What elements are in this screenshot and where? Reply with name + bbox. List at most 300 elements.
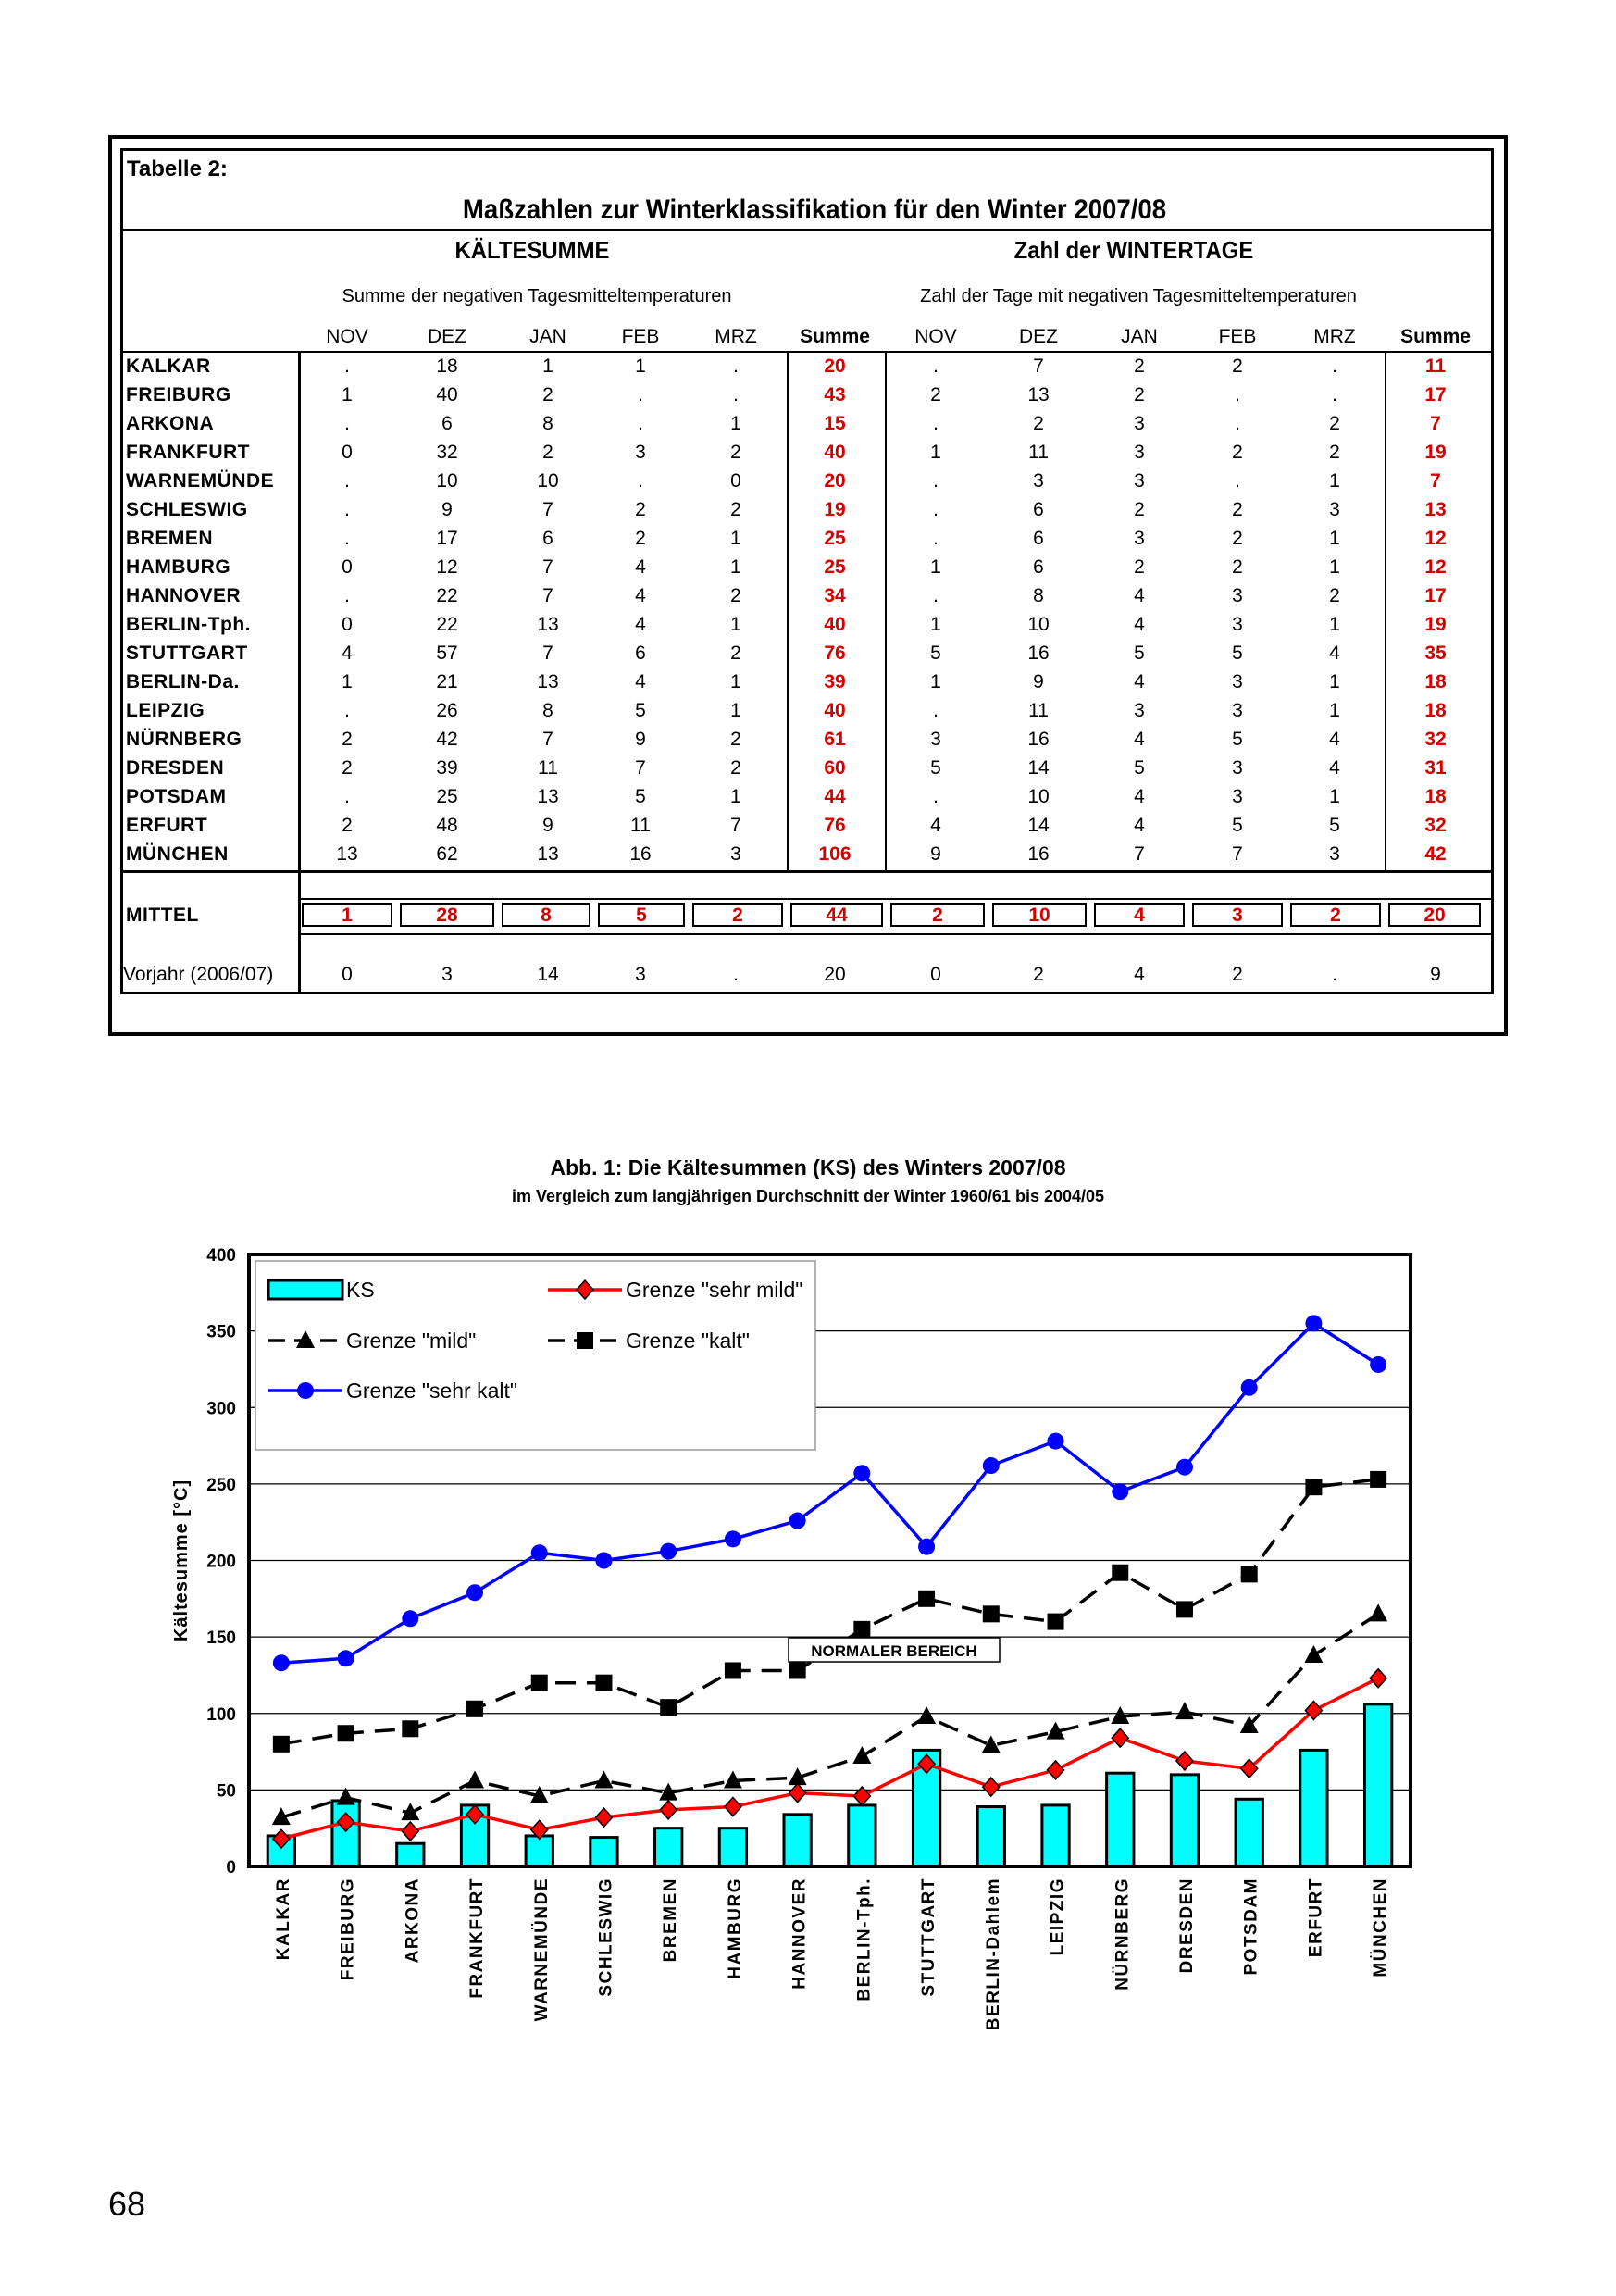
- col-header-7: DEZ: [1019, 326, 1058, 347]
- col-header-11: Summe: [1400, 326, 1471, 347]
- table-cell: 5: [1329, 815, 1340, 836]
- table-cell: 18: [1424, 786, 1447, 807]
- table-cell: 25: [824, 528, 846, 549]
- legend-swatch-bar: [268, 1280, 342, 1299]
- col-header-2: JAN: [529, 326, 566, 347]
- marker-circle: [531, 1544, 548, 1561]
- table-cell: .: [344, 528, 350, 549]
- table-cell: 7: [542, 729, 553, 750]
- vorjahr-divider: [298, 944, 300, 992]
- table-cell: 3: [1134, 413, 1145, 434]
- table-cell: 0: [730, 470, 741, 492]
- table-cell: .: [1235, 413, 1240, 434]
- mittel-cell: 10: [992, 903, 1087, 927]
- table-cell: 1: [1329, 556, 1340, 578]
- marker-square: [273, 1736, 290, 1753]
- table-cell: 4: [1134, 729, 1145, 750]
- station-name: KALKAR: [126, 356, 211, 377]
- x-category-label: SCHLESWIG: [596, 1878, 616, 1997]
- marker-square: [531, 1675, 548, 1691]
- table-cell: 16: [1027, 643, 1050, 664]
- marker-diamond: [725, 1798, 741, 1816]
- marker-square: [918, 1591, 935, 1607]
- table-cell: .: [344, 700, 350, 721]
- table-cell: 6: [441, 413, 453, 434]
- bar-ks: [784, 1815, 811, 1866]
- x-category-label: KALKAR: [273, 1878, 293, 1961]
- table-cell: 3: [1134, 470, 1145, 492]
- vorjahr-cell: 14: [537, 964, 559, 985]
- table-cell: 3: [1232, 757, 1243, 779]
- table-cell: .: [1235, 470, 1240, 492]
- table-cell: 42: [436, 729, 458, 750]
- table-cell: .: [638, 470, 643, 492]
- table-cell: 2: [342, 757, 353, 779]
- table-cell: 16: [1027, 729, 1050, 750]
- y-tick-label: 350: [206, 1322, 236, 1342]
- table-cell: 43: [824, 384, 846, 406]
- table-cell: 20: [824, 356, 846, 377]
- table-cell: 32: [1424, 729, 1447, 750]
- table-cell: 1: [1329, 470, 1340, 492]
- table-cell: 10: [1027, 614, 1050, 635]
- table-cell: 0: [342, 556, 353, 578]
- table-cell: 3: [1134, 528, 1145, 549]
- bar-ks: [977, 1807, 1004, 1866]
- marker-circle: [1112, 1483, 1128, 1500]
- table-cell: 2: [1134, 384, 1145, 406]
- marker-triangle: [1304, 1645, 1323, 1663]
- table-cell: 7: [730, 815, 741, 836]
- marker-diamond: [1370, 1669, 1386, 1688]
- legend-label: Grenze "kalt": [626, 1329, 750, 1353]
- table-cell: 12: [1424, 556, 1447, 578]
- table-cell: 18: [1424, 700, 1447, 721]
- table-cell: 40: [824, 614, 846, 635]
- station-name: WARNEMÜNDE: [126, 470, 275, 492]
- table-cell: 25: [824, 556, 846, 578]
- table-cell: 4: [635, 614, 646, 635]
- bar-ks: [719, 1828, 746, 1866]
- marker-triangle: [594, 1770, 613, 1788]
- table-cell: 4: [1134, 671, 1145, 693]
- series-polyline: [281, 1479, 1378, 1744]
- body-bottom-rule: [120, 870, 1494, 873]
- marker-diamond: [1112, 1728, 1128, 1747]
- marker-triangle: [852, 1746, 871, 1764]
- col-header-6: NOV: [914, 326, 957, 347]
- table-cell: 4: [1329, 757, 1340, 779]
- vorjahr-cell: 9: [1430, 964, 1441, 985]
- table-cell: 0: [342, 614, 353, 635]
- marker-circle: [1048, 1433, 1064, 1450]
- table-cell: 3: [1329, 843, 1340, 865]
- table-cell: 7: [1232, 843, 1243, 865]
- table-cell: 1: [342, 671, 353, 693]
- marker-triangle: [1175, 1702, 1194, 1719]
- table-cell: 9: [441, 499, 453, 520]
- marker-square: [1176, 1601, 1193, 1617]
- bar-ks: [849, 1805, 876, 1866]
- table-cell: 4: [635, 556, 646, 578]
- table-cell: 5: [1232, 729, 1243, 750]
- table-cell: 1: [730, 700, 741, 721]
- table-cell: 7: [1430, 470, 1441, 492]
- table-cell: 3: [1232, 700, 1243, 721]
- bar-ks: [397, 1843, 424, 1866]
- y-tick-label: 0: [226, 1858, 236, 1878]
- table-cell: 7: [542, 499, 553, 520]
- table-cell: 4: [1134, 815, 1145, 836]
- col-header-5: Summe: [800, 326, 870, 347]
- table-cell: 2: [1329, 442, 1340, 463]
- marker-square: [466, 1701, 483, 1717]
- table-cell: 11: [630, 815, 651, 836]
- table-cell: .: [1235, 384, 1240, 406]
- col-header-10: MRZ: [1313, 326, 1356, 347]
- table-cell: 61: [824, 729, 846, 750]
- table-cell: 3: [1033, 470, 1044, 492]
- table-cell: 34: [824, 585, 846, 606]
- table-cell: 10: [436, 470, 458, 492]
- table-cell: 19: [1424, 442, 1447, 463]
- table-cell: 2: [730, 757, 741, 779]
- bar-ks: [1364, 1704, 1391, 1866]
- station-name: HAMBURG: [126, 556, 231, 578]
- table-cell: 3: [1329, 499, 1340, 520]
- table-cell: 2: [1232, 556, 1243, 578]
- table-cell: 42: [1424, 843, 1447, 865]
- table-cell: .: [638, 384, 643, 406]
- y-tick-label: 400: [206, 1246, 236, 1266]
- marker-diamond: [660, 1801, 677, 1819]
- x-category-label: ARKONA: [403, 1878, 423, 1964]
- table-cell: 0: [342, 442, 353, 463]
- station-name: HANNOVER: [126, 585, 242, 606]
- station-name: NÜRNBERG: [126, 729, 242, 750]
- mittel-cell: 5: [598, 903, 685, 927]
- bar-ks: [655, 1828, 682, 1866]
- x-category-label: NÜRNBERG: [1113, 1878, 1133, 1990]
- col-header-9: FEB: [1218, 326, 1257, 347]
- marker-circle: [1305, 1315, 1322, 1331]
- table-cell: 2: [1134, 356, 1145, 377]
- legend-label: Grenze "sehr mild": [626, 1278, 803, 1302]
- table-cell: 13: [1424, 499, 1447, 520]
- vorjahr-cell: .: [1332, 964, 1337, 985]
- marker-diamond: [983, 1778, 1000, 1796]
- table-cell: 40: [824, 442, 846, 463]
- marker-circle: [660, 1543, 677, 1560]
- station-name: BREMEN: [126, 528, 214, 549]
- x-category-label: ERFURT: [1306, 1878, 1326, 1958]
- table-cell: 5: [1232, 643, 1243, 664]
- table-cell: 3: [1134, 442, 1145, 463]
- table-cell: .: [1332, 356, 1337, 377]
- x-category-label: FRANKFURT: [467, 1878, 488, 1999]
- x-category-label: BREMEN: [661, 1878, 681, 1963]
- table-cell: 3: [635, 442, 646, 463]
- table-cell: .: [638, 413, 643, 434]
- table-cell: 5: [635, 786, 646, 807]
- marker-square: [1112, 1565, 1128, 1581]
- x-category-label: POTSDAM: [1241, 1878, 1262, 1976]
- marker-square: [1048, 1614, 1064, 1630]
- table-cell: .: [344, 470, 350, 492]
- table-cell: .: [933, 499, 939, 520]
- table-cell: 2: [542, 442, 553, 463]
- table-cell: .: [344, 413, 350, 434]
- table-cell: 32: [436, 442, 458, 463]
- table-cell: 8: [1033, 585, 1044, 606]
- table-cell: 22: [436, 585, 458, 606]
- table-cell: 9: [930, 843, 941, 865]
- table-cell: 2: [542, 384, 553, 406]
- table-cell: 4: [635, 585, 646, 606]
- table-cell: 3: [1232, 614, 1243, 635]
- table-cell: 76: [824, 815, 846, 836]
- table-cell: 9: [1033, 671, 1044, 693]
- table-cell: 11: [1424, 356, 1447, 377]
- station-name: SCHLESWIG: [126, 499, 248, 520]
- table-cell: 19: [824, 499, 846, 520]
- table-cell: 11: [538, 757, 558, 779]
- table-cell: 4: [342, 643, 353, 664]
- table-cell: 3: [1134, 700, 1145, 721]
- table-cell: 1: [635, 356, 646, 377]
- bar-ks: [1107, 1773, 1134, 1866]
- table-cell: 13: [537, 843, 559, 865]
- series-line-0: [273, 1669, 1386, 1849]
- table-cell: 13: [537, 614, 559, 635]
- table-cell: 2: [1033, 413, 1044, 434]
- bar-ks: [332, 1801, 359, 1866]
- vorjahr-cell: 3: [635, 964, 646, 985]
- table-cell: 2: [730, 442, 741, 463]
- table-cell: 17: [436, 528, 458, 549]
- table-cell: 3: [1232, 786, 1243, 807]
- table-cell: 11: [1028, 700, 1049, 721]
- station-name: ERFURT: [126, 815, 208, 836]
- table-cell: 3: [1232, 671, 1243, 693]
- table-cell: .: [733, 356, 739, 377]
- station-name: STUTTGART: [126, 643, 248, 664]
- table-cell: .: [1332, 384, 1337, 406]
- table-cell: 8: [542, 700, 553, 721]
- table-cell: 20: [824, 470, 846, 492]
- table-cell: 2: [1232, 499, 1243, 520]
- y-tick-label: 50: [216, 1781, 236, 1802]
- title-rule: [120, 229, 1494, 231]
- marker-circle: [983, 1457, 1000, 1474]
- table-cell: .: [344, 356, 350, 377]
- table-cell: 11: [1028, 442, 1049, 463]
- table-cell: 16: [629, 843, 652, 865]
- table-cell: 1: [730, 528, 741, 549]
- table-cell: 5: [1134, 757, 1145, 779]
- table-cell: 6: [542, 528, 553, 549]
- x-category-label: WARNEMÜNDE: [531, 1878, 552, 2022]
- marker-triangle: [917, 1706, 936, 1724]
- table-cell: 5: [930, 757, 941, 779]
- marker-circle: [1176, 1459, 1193, 1476]
- table-cell: 2: [730, 729, 741, 750]
- marker-square: [725, 1662, 741, 1678]
- marker-square: [789, 1662, 806, 1678]
- table-cell: 44: [824, 786, 846, 807]
- header-rule: [120, 351, 1494, 353]
- col-header-0: NOV: [326, 326, 368, 347]
- table-cell: 8: [542, 413, 553, 434]
- x-category-label: LEIPZIG: [1048, 1878, 1068, 1956]
- table-cell: 7: [542, 585, 553, 606]
- table-cell: 10: [537, 470, 559, 492]
- table-cell: 12: [436, 556, 458, 578]
- bar-ks: [590, 1838, 617, 1866]
- table-cell: .: [933, 470, 939, 492]
- marker-square: [1370, 1471, 1386, 1488]
- marker-circle: [1370, 1356, 1386, 1373]
- table-cell: 4: [1329, 643, 1340, 664]
- table-cell: 9: [542, 815, 553, 836]
- table-cell: .: [733, 384, 739, 406]
- table-cell: 7: [1033, 356, 1044, 377]
- kaeltesumme-chart: [0, 1231, 1616, 2065]
- table-cell: 7: [635, 757, 646, 779]
- vorjahr-label: Vorjahr (2006/07): [123, 964, 274, 985]
- table-cell: 6: [635, 643, 646, 664]
- marker-square: [595, 1675, 612, 1691]
- vorjahr-cell: 20: [824, 964, 846, 985]
- station-name: DRESDEN: [126, 757, 225, 779]
- y-tick-label: 200: [206, 1552, 236, 1572]
- y-tick-label: 250: [206, 1475, 236, 1495]
- station-name: FRANKFURT: [126, 442, 250, 463]
- table-cell: 39: [436, 757, 458, 779]
- table-cell: 1: [730, 614, 741, 635]
- table-cell: 1: [1329, 700, 1340, 721]
- chart-title: Abb. 1: Die Kältesummen (KS) des Winters 2007/08: [550, 1155, 1066, 1179]
- marker-circle: [338, 1650, 354, 1666]
- table-cell: .: [933, 585, 939, 606]
- table-cell: 26: [436, 700, 458, 721]
- table-cell: 2: [635, 528, 646, 549]
- table-cell: 5: [1232, 815, 1243, 836]
- bar-ks: [526, 1836, 553, 1866]
- marker-square: [577, 1332, 593, 1349]
- marker-circle: [297, 1382, 314, 1399]
- table-cell: 12: [1424, 528, 1447, 549]
- table-cell: 6: [1033, 528, 1044, 549]
- table-cell: 2: [1134, 499, 1145, 520]
- legend-label: Grenze "mild": [346, 1329, 477, 1353]
- table-cell: 4: [930, 815, 941, 836]
- mittel-top-rule: [298, 898, 1494, 900]
- table-title: Maßzahlen zur Winterklassifikation für den Winter 2007/08: [462, 194, 1167, 225]
- mittel-cell: 28: [400, 903, 494, 927]
- table-cell: 22: [436, 614, 458, 635]
- marker-circle: [853, 1465, 870, 1481]
- page-number: 68: [108, 2185, 146, 2223]
- table-cell: 13: [537, 786, 559, 807]
- table-cell: 14: [1027, 757, 1050, 779]
- subtitle-kaeltesumme: Summe der negativen Tagesmitteltemperaturen: [342, 286, 732, 306]
- table-cell: 19: [1424, 614, 1447, 635]
- col-header-4: MRZ: [715, 326, 757, 347]
- mittel-cell: 4: [1094, 903, 1185, 927]
- table-cell: 4: [1134, 614, 1145, 635]
- table-cell: 1: [730, 786, 741, 807]
- marker-square: [402, 1720, 418, 1737]
- legend-label: Grenze "sehr kalt": [346, 1379, 518, 1403]
- table-cell: 1: [930, 442, 941, 463]
- table-cell: 6: [1033, 499, 1044, 520]
- vorjahr-cell: 0: [930, 964, 941, 985]
- table-cell: 2: [1232, 356, 1243, 377]
- series-line-2: [273, 1471, 1386, 1753]
- table-cell: 2: [730, 499, 741, 520]
- table-cell: 2: [342, 815, 353, 836]
- marker-square: [1241, 1566, 1258, 1582]
- marker-circle: [789, 1513, 806, 1529]
- x-category-label: HAMBURG: [725, 1878, 745, 1979]
- table-cell: 14: [1027, 815, 1050, 836]
- table-cell: 2: [930, 384, 941, 406]
- table-cell: .: [933, 528, 939, 549]
- bar-ks: [1171, 1775, 1198, 1866]
- table-cell: 1: [342, 384, 353, 406]
- marker-circle: [918, 1539, 935, 1555]
- table-cell: 18: [1424, 671, 1447, 693]
- station-name: FREIBURG: [126, 384, 231, 406]
- table-cell: .: [933, 786, 939, 807]
- table-cell: 15: [824, 413, 846, 434]
- section-wintertage: Zahl der WINTERTAGE: [1013, 236, 1254, 264]
- marker-triangle: [466, 1770, 484, 1788]
- table-cell: 13: [537, 671, 559, 693]
- marker-circle: [273, 1654, 290, 1671]
- table-cell: 39: [824, 671, 846, 693]
- mittel-cell: 2: [890, 903, 985, 927]
- table-cell: 7: [542, 643, 553, 664]
- table-cell: 5: [635, 700, 646, 721]
- table-cell: 62: [436, 843, 458, 865]
- table-cell: 3: [730, 843, 741, 865]
- table-cell: 4: [635, 671, 646, 693]
- table-cell: 2: [1232, 442, 1243, 463]
- bar-ks: [1300, 1750, 1327, 1866]
- table-cell: 1: [730, 413, 741, 434]
- mittel-cell: 2: [1290, 903, 1381, 927]
- marker-circle: [466, 1584, 483, 1601]
- bar-ks: [1042, 1805, 1069, 1866]
- table-cell: 21: [436, 671, 458, 693]
- table-cell: 1: [1329, 528, 1340, 549]
- marker-square: [983, 1605, 1000, 1622]
- table-cell: 16: [1027, 843, 1050, 865]
- y-tick-label: 300: [206, 1399, 236, 1419]
- table-cell: 7: [1134, 843, 1145, 865]
- table-cell: 1: [542, 356, 553, 377]
- subtitle-wintertage: Zahl der Tage mit negativen Tagesmitteltemperaturen: [920, 286, 1357, 306]
- mid-divider: [885, 351, 887, 870]
- table-cell: 2: [1134, 556, 1145, 578]
- marker-square: [1305, 1479, 1322, 1495]
- marker-circle: [595, 1553, 612, 1569]
- table-cell: 2: [1329, 585, 1340, 606]
- marker-square: [660, 1699, 677, 1716]
- table-cell: 1: [1329, 671, 1340, 693]
